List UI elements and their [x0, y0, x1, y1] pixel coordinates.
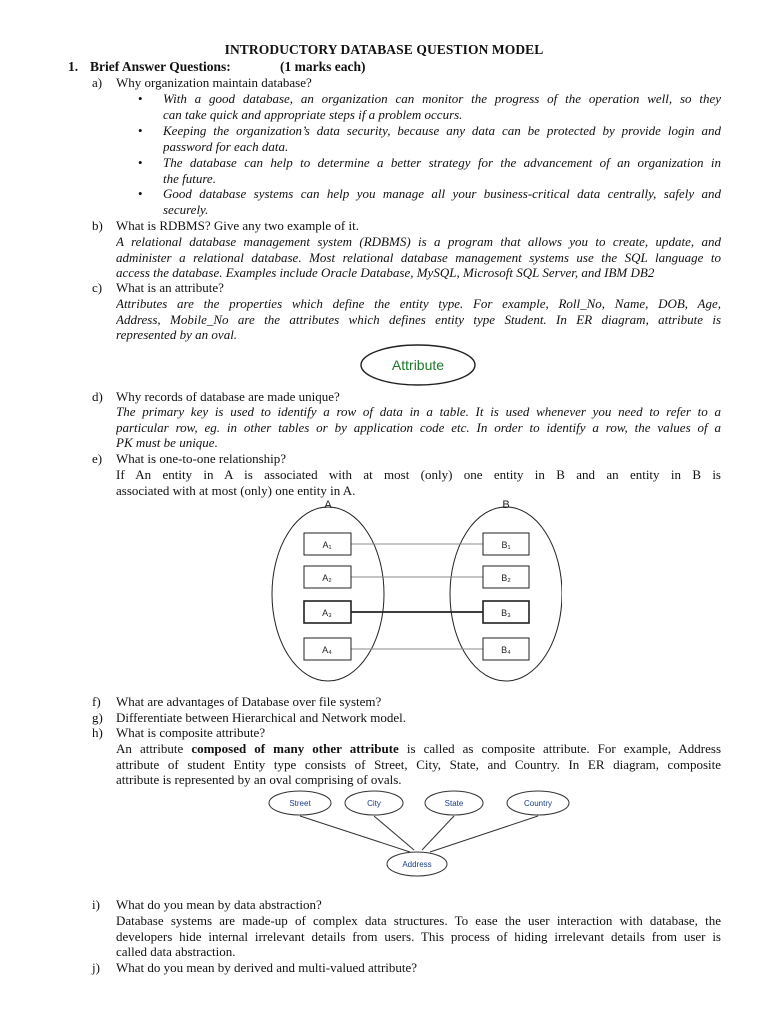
entity-label: A₂	[322, 573, 332, 583]
parent-oval-label: Address	[402, 860, 432, 869]
bullet-line: With a good database, an organization can monitor the progress of the operation well, so they	[163, 91, 721, 106]
answer-line: If An entity in A is associated with at most (only) one entity in B and an entity in B is	[116, 467, 721, 482]
bullet-line: securely.	[163, 201, 209, 217]
question-text: What is one-to-one relationship?	[116, 451, 287, 466]
entity-label: A₁	[322, 540, 332, 550]
answer-b	[116, 234, 721, 281]
question-text: What do you mean by derived and multi-valued attribute?	[116, 960, 418, 975]
entity-label: B₁	[501, 540, 511, 550]
document-title: INTRODUCTORY DATABASE QUESTION MODEL	[224, 42, 544, 57]
question-text: Differentiate between Hierarchical and Network model.	[116, 710, 406, 725]
question-text: Why organization maintain database?	[116, 75, 312, 90]
answer-c	[116, 296, 721, 343]
question-text: What do you mean by data abstraction?	[116, 897, 322, 912]
answer-line: The primary key is used to identify a row of data in a table. It is used whenever you need to refer to a	[116, 404, 721, 419]
attribute-oval-label: Attribute	[391, 357, 445, 373]
answer-bold: composed of many other attribute	[191, 741, 399, 756]
entity-label: B₃	[501, 608, 511, 618]
section-heading	[68, 59, 366, 75]
entity-label: A₃	[322, 608, 332, 618]
entity-label: B₂	[501, 573, 511, 583]
answer-post: is called as composite attribute. For example, Address	[398, 741, 721, 756]
question-label: i)	[92, 897, 100, 912]
a-entities	[304, 533, 351, 660]
answer-line: Attributes are the properties which define the entity type. For example, Roll_No, Name, DOB, Age,	[116, 296, 721, 311]
answer-line: A relational database management system (RDBMS) is a program that allows you to create, update, and	[116, 234, 721, 249]
section-marks: (1 marks each)	[280, 59, 366, 74]
answer-line: developers hide internal irrelevant details from users. This process of hiding irrelevant details from user is	[116, 928, 721, 944]
set-a-label: A	[324, 499, 332, 511]
bullet-line: the future.	[163, 170, 216, 186]
answer-line: Address, Mobile_No are the attributes which defines entity type Student. In ER diagram, attribute is	[116, 311, 721, 327]
answer-line: attribute of student Entity type consists of Street, City, State, and Country. In ER diagram, composite	[116, 756, 721, 772]
question-text: Why records of database are made unique?	[116, 389, 340, 404]
answer-line	[116, 741, 721, 757]
question-label: f)	[92, 694, 101, 709]
answer-line: Database systems are made-up of complex data structures. To ease the user interaction with database, the	[116, 913, 721, 928]
answer-e	[116, 467, 721, 498]
connector-line	[422, 816, 454, 850]
question-label: g)	[92, 710, 103, 725]
bullet-line: The database can help to determine a better strategy for the advancement of an organization in	[163, 155, 721, 170]
bullet-icon: •	[138, 155, 143, 170]
answer-line: attribute is represented by an oval comprising of ovals.	[116, 772, 402, 787]
question-label: h)	[92, 725, 103, 740]
bullet-line: Keeping the organization’s data security, because any data can be protected by provide login and	[163, 123, 721, 138]
answer-line: called data abstraction.	[116, 944, 236, 959]
answer-i	[116, 913, 721, 960]
question-text: What is an attribute?	[116, 280, 224, 295]
question-text: What are advantages of Database over file system?	[116, 694, 382, 709]
child-oval-label: Street	[289, 799, 311, 808]
answer-pre: An attribute	[116, 741, 192, 756]
answer-line: access the database. Examples include Oracle Database, MySQL, Microsoft SQL Server, and IBM DB2	[116, 265, 655, 280]
answer-line: PK must be unique.	[116, 435, 218, 450]
child-oval-label: State	[444, 799, 464, 808]
child-oval-label: City	[367, 799, 381, 808]
question-text: What is RDBMS? Give any two example of it.	[116, 218, 359, 233]
connector-line	[374, 816, 414, 850]
section-number: 1.	[68, 59, 79, 74]
connector-line	[300, 816, 410, 852]
one-to-one-diagram	[262, 496, 562, 686]
bullet-line: Good database systems can help you manage all your business-critical data centrally, safely and	[163, 186, 721, 201]
bullet-icon: •	[138, 91, 143, 106]
connector-line	[430, 816, 538, 852]
bullet-icon: •	[138, 186, 143, 201]
bullet-line: can take quick and appropriate steps if a problem occurs.	[163, 106, 463, 122]
answer-line: represented by an oval.	[116, 327, 238, 342]
question-label: d)	[92, 389, 103, 404]
entity-label: A₄	[322, 645, 332, 655]
question-label: e)	[92, 451, 103, 466]
entity-label: B₄	[501, 645, 511, 655]
b-entities	[483, 533, 529, 660]
answer-line: particular row, eg. in other tables or by application code etc. In order to identify a row, the values of a	[116, 419, 721, 435]
answer-h	[116, 741, 721, 788]
question-label: b)	[92, 218, 103, 233]
answer-line: associated with at most (only) one entity in A.	[116, 482, 356, 498]
answer-d	[116, 404, 721, 451]
question-label: c)	[92, 280, 103, 295]
composite-attribute-diagram	[262, 788, 582, 880]
bullet-line: password for each data.	[163, 138, 289, 154]
question-label: a)	[92, 75, 103, 90]
question-text: What is composite attribute?	[116, 725, 266, 740]
child-oval-label: Country	[523, 799, 553, 808]
question-label: j)	[92, 960, 100, 975]
section-label: Brief Answer Questions:	[90, 59, 231, 74]
attribute-oval-diagram	[358, 342, 478, 388]
bullet-icon: •	[138, 123, 143, 138]
answer-line: administer a relational database. Most relational database management systems use the SQL language to	[116, 249, 721, 265]
set-b-label: B	[502, 499, 510, 511]
